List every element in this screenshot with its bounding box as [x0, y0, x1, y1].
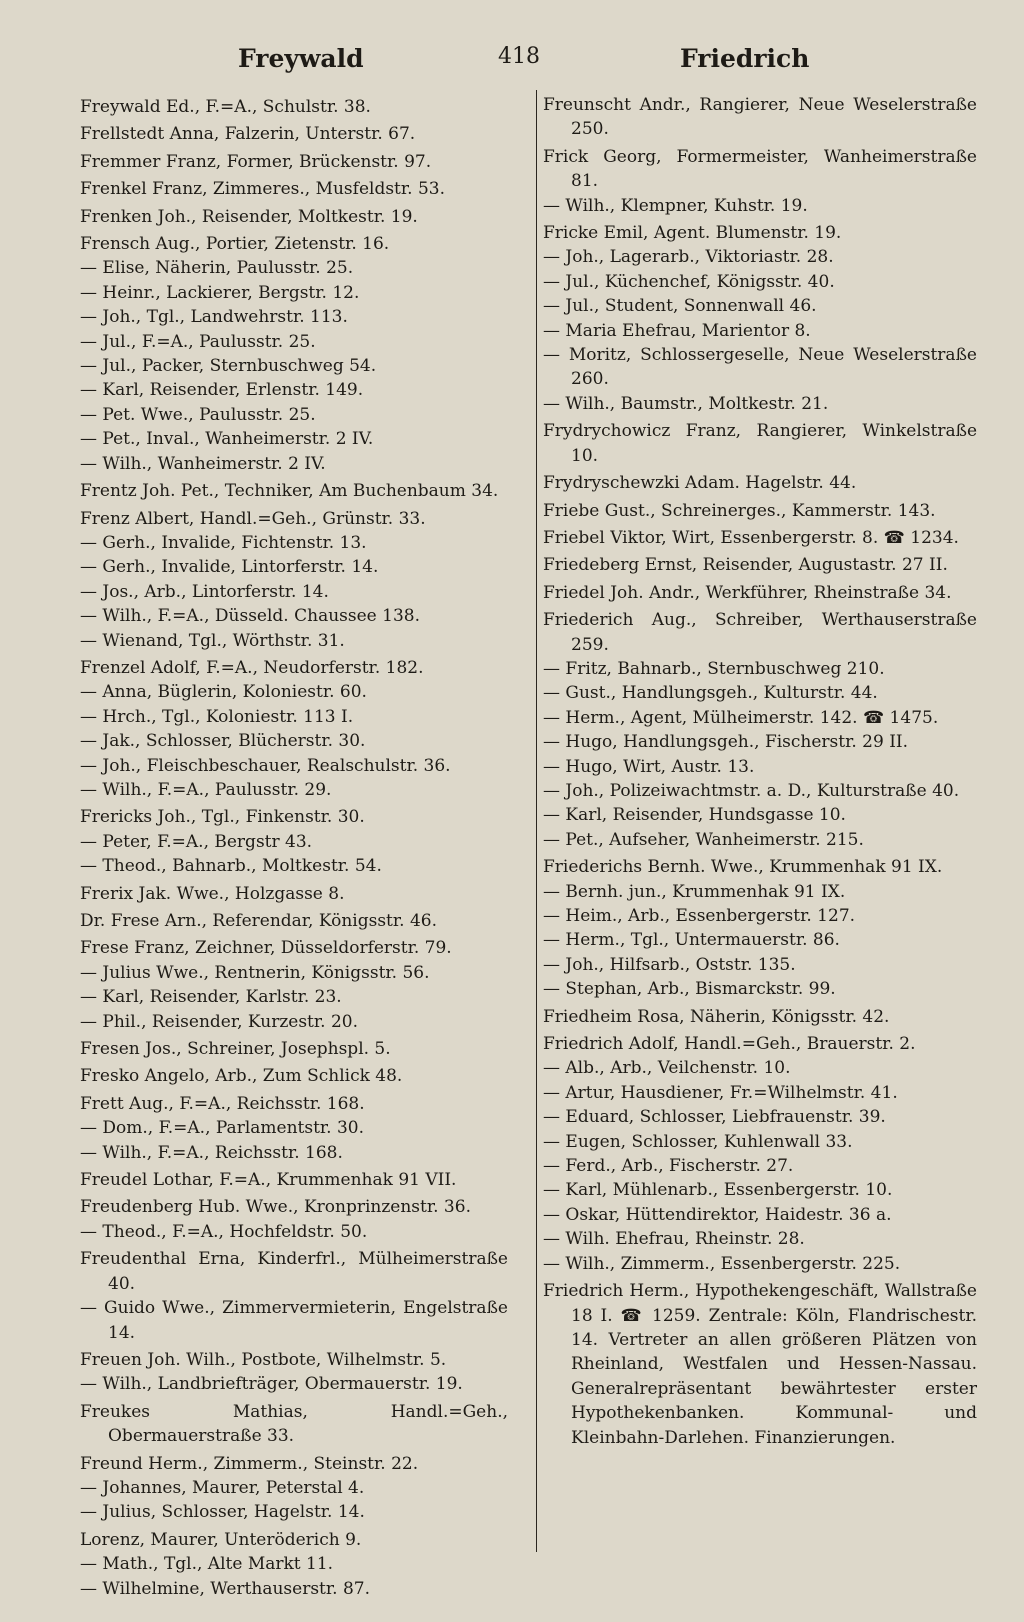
directory-entry: Fresen Jos., Schreiner, Josephspl. 5. [80, 1039, 391, 1060]
directory-entry: Frenzel Adolf, F.=A., Neudorferstr. 182. [80, 657, 424, 678]
directory-entry: Frellstedt Anna, Falzerin, Unterstr. 67. [80, 124, 416, 145]
directory-entry: — Heim., Arb., Essenbergerstr. 127. [543, 906, 856, 926]
directory-entry: — Hugo, Wirt, Austr. 13. [543, 756, 755, 777]
directory-entry: — Julius Wwe., Rentnerin, Königsstr. 56. [80, 962, 430, 983]
directory-entry: Fricke Emil, Agent. Blumenstr. 19. [543, 223, 842, 244]
directory-entry: Fremmer Franz, Former, Brückenstr. 97. [80, 151, 432, 172]
directory-entry: — Bernh. jun., Krummenhak 91 IX. [543, 881, 846, 902]
directory-entry: — Joh., Hilfsarb., Oststr. 135. [543, 954, 796, 975]
directory-entry: — Moritz, Schlossergeselle, Neue Weselerstraße 260. [543, 345, 977, 390]
directory-entry: Fresko Angelo, Arb., Zum Schlick 48. [80, 1066, 403, 1087]
directory-entry: — Anna, Büglerin, Koloniestr. 60. [80, 682, 367, 703]
directory-entry: Frentz Joh. Pet., Techniker, Am Buchenbaum 34. [80, 481, 499, 502]
directory-entry: — Karl, Reisender, Erlenstr. 149. [80, 380, 364, 401]
directory-entry: — Hugo, Handlungsgeh., Fischerstr. 29 II. [543, 732, 909, 753]
directory-entry: — Pet., Aufseher, Wanheimerstr. 215. [543, 829, 864, 850]
directory-entry: — Wilhelmine, Werthauserstr. 87. [80, 1578, 370, 1599]
directory-entry: — Phil., Reisender, Kurzestr. 20. [80, 1011, 358, 1032]
header-left-keyword: Freywald [238, 44, 364, 73]
header-right-keyword: Friedrich [680, 44, 810, 73]
left-column [80, 92, 508, 1601]
directory-entry: — Heinr., Lackierer, Bergstr. 12. [80, 282, 360, 303]
directory-entry: — Ferd., Arb., Fischerstr. 27. [543, 1156, 794, 1177]
directory-entry: Freudenthal Erna, Kinderfrl., Mülheimerstraße 40. [80, 1249, 508, 1294]
directory-entry: — Peter, F.=A., Bergstr 43. [80, 831, 313, 852]
directory-entry: Frydryschewzki Adam. Hagelstr. 44. [543, 473, 857, 494]
directory-entry: — Julius, Schlosser, Hagelstr. 14. [80, 1502, 365, 1523]
directory-entry: Friebel Viktor, Wirt, Essenbergerstr. 8. ☎ 1234. [543, 527, 959, 548]
directory-entry: Friederich Aug., Schreiber, Werthauserstraße 259. [543, 610, 977, 655]
directory-entry: — Joh., Tgl., Landwehrstr. 113. [80, 307, 348, 328]
directory-entry: — Joh., Lagerarb., Viktoriastr. 28. [543, 247, 834, 268]
directory-entry: — Jul., Küchenchef, Königsstr. 40. [543, 271, 835, 292]
page-number: 418 [498, 44, 540, 69]
directory-entry: — Eduard, Schlosser, Liebfrauenstr. 39. [543, 1107, 886, 1128]
directory-entry: — Pet. Wwe., Paulusstr. 25. [80, 404, 316, 425]
directory-entry: Friebe Gust., Schreinerges., Kammerstr. 143. [543, 500, 936, 521]
directory-entry: — Dom., F.=A., Parlamentstr. 30. [80, 1118, 365, 1139]
directory-entry: — Wilh., Landbriefträger, Obermauerstr. 19. [80, 1374, 463, 1395]
directory-entry: — Theod., Bahnarb., Moltkestr. 54. [80, 856, 382, 877]
directory-entry: Freuen Joh. Wilh., Postbote, Wilhelmstr. 5. [80, 1349, 447, 1370]
directory-entry: Freund Herm., Zimmerm., Steinstr. 22. [80, 1453, 419, 1474]
directory-entry: — Oskar, Hüttendirektor, Haidestr. 36 a. [543, 1204, 892, 1225]
directory-entry: — Wilh., Zimmerm., Essenbergerstr. 225. [543, 1253, 901, 1274]
directory-entry: — Karl, Reisender, Hundsgasse 10. [543, 805, 846, 826]
directory-entry: — Johannes, Maurer, Peterstal 4. [80, 1477, 365, 1498]
directory-entry: Frericks Joh., Tgl., Finkenstr. 30. [80, 807, 365, 828]
directory-entry: — Wilh. Ehefrau, Rheinstr. 28. [543, 1229, 805, 1250]
directory-entry: — Guido Wwe., Zimmervermieterin, Engelstraße 14. [80, 1298, 508, 1343]
directory-entry: Friedel Joh. Andr., Werkführer, Rheinstraße 34. [543, 582, 952, 603]
directory-entry: Frerix Jak. Wwe., Holzgasse 8. [80, 883, 345, 904]
directory-entry: Freukes Mathias, Handl.=Geh., Obermauerstraße 33. [80, 1401, 508, 1447]
directory-entry: — Gust., Handlungsgeh., Kulturstr. 44. [543, 683, 878, 704]
directory-entry: Frenken Joh., Reisender, Moltkestr. 19. [80, 206, 418, 227]
directory-entry: — Eugen, Schlosser, Kuhlenwall 33. [543, 1131, 853, 1152]
directory-entry: — Gerh., Invalide, Lintorferstr. 14. [80, 557, 379, 578]
directory-entry: — Alb., Arb., Veilchenstr. 10. [543, 1058, 791, 1079]
directory-entry: — Karl, Reisender, Karlstr. 23. [80, 987, 342, 1008]
directory-entry: — Wilh., Wanheimerstr. 2 IV. [80, 453, 326, 474]
directory-entry: Friederichs Bernh. Wwe., Krummenhak 91 IX. [543, 857, 943, 878]
directory-entry: — Karl, Mühlenarb., Essenbergerstr. 10. [543, 1180, 893, 1201]
directory-entry: Frese Franz, Zeichner, Düsseldorferstr. 79. [80, 938, 452, 959]
directory-entry: — Wilh., F.=A., Paulusstr. 29. [80, 779, 332, 800]
directory-entry: Friedeberg Ernst, Reisender, Augustastr. 27 II. [543, 555, 948, 576]
directory-entry: Frydrychowicz Franz, Rangierer, Winkelstraße 10. [543, 421, 977, 466]
right-column [536, 90, 977, 1552]
directory-entry: — Jul., F.=A., Paulusstr. 25. [80, 331, 316, 352]
directory-entry: — Gerh., Invalide, Fichtenstr. 13. [80, 532, 367, 553]
directory-entry: — Fritz, Bahnarb., Sternbuschweg 210. [543, 658, 885, 679]
directory-entry: Frensch Aug., Portier, Zietenstr. 16. [80, 234, 390, 255]
directory-entry: — Hrch., Tgl., Koloniestr. 113 I. [80, 706, 354, 727]
directory-entry: Frenz Albert, Handl.=Geh., Grünstr. 33. [80, 508, 426, 529]
directory-entry: — Herm., Agent, Mülheimerstr. 142. ☎ 1475. [543, 707, 939, 728]
directory-entry: Freudel Lothar, F.=A., Krummenhak 91 VII. [80, 1170, 457, 1191]
directory-entry: — Jul., Packer, Sternbuschweg 54. [80, 356, 377, 377]
directory-entry: — Jul., Student, Sonnenwall 46. [543, 296, 817, 317]
directory-entry: — Wilh., Baumstr., Moltkestr. 21. [543, 393, 829, 414]
directory-entry: — Jak., Schlosser, Blücherstr. 30. [80, 731, 366, 752]
directory-entry: — Wilh., Klempner, Kuhstr. 19. [543, 195, 808, 216]
directory-entry: — Wienand, Tgl., Wörthstr. 31. [80, 630, 345, 651]
directory-entry: — Joh., Polizeiwachtmstr. a. D., Kulturstraße 40. [543, 780, 960, 801]
directory-entry: — Math., Tgl., Alte Markt 11. [80, 1554, 334, 1575]
directory-entry: Friedrich Adolf, Handl.=Geh., Brauerstr. 2. [543, 1034, 916, 1055]
directory-entry: Freywald Ed., F.=A., Schulstr. 38. [80, 97, 371, 117]
directory-entry: — Herm., Tgl., Untermauerstr. 86. [543, 930, 840, 951]
directory-entry: — Artur, Hausdiener, Fr.=Wilhelmstr. 41. [543, 1082, 898, 1103]
directory-entry: Frenkel Franz, Zimmeres., Musfeldstr. 53. [80, 179, 445, 200]
directory-entry: Frick Georg, Formermeister, Wanheimerstraße 81. [543, 146, 977, 192]
directory-entry: Freudenberg Hub. Wwe., Kronprinzenstr. 36. [80, 1197, 471, 1218]
directory-entry: — Maria Ehefrau, Marientor 8. [543, 320, 811, 341]
directory-entry: — Wilh., F.=A., Düsseld. Chaussee 138. [80, 606, 420, 627]
directory-entry: — Joh., Fleischbeschauer, Realschulstr. 36. [80, 755, 451, 776]
directory-entry: Dr. Frese Arn., Referendar, Königsstr. 46. [80, 911, 437, 931]
directory-entry: Friedrich Herm., Hypothekengeschäft, Wallstraße 18 I. ☎ 1259. Zentrale: Köln, Flandrischestr. 14. Vertreter an allen größeren Plätzen von Rheinland, Westfalen und Hessen-Nassau. Generalrepräsentant bewährtester erster Hypothekenbanken. Kommunal- und Kleinbahn-Darlehen. Finanzierungen. [543, 1281, 977, 1448]
directory-entry: — Stephan, Arb., Bismarckstr. 99. [543, 979, 836, 1000]
page-header [0, 44, 1024, 84]
directory-entry: — Elise, Näherin, Paulusstr. 25. [80, 258, 354, 279]
directory-entry: Friedheim Rosa, Näherin, Königsstr. 42. [543, 1006, 890, 1027]
directory-entry: — Theod., F.=A., Hochfeldstr. 50. [80, 1221, 368, 1242]
directory-entry: Frett Aug., F.=A., Reichsstr. 168. [80, 1093, 365, 1114]
directory-entry: — Wilh., F.=A., Reichsstr. 168. [80, 1142, 343, 1163]
directory-entry: Lorenz, Maurer, Unteröderich 9. [80, 1529, 362, 1550]
directory-entry: — Pet., Inval., Wanheimerstr. 2 IV. [80, 429, 374, 450]
directory-entry: Freunscht Andr., Rangierer, Neue Weselerstraße 250. [543, 95, 977, 140]
directory-entry: — Jos., Arb., Lintorferstr. 14. [80, 581, 329, 602]
